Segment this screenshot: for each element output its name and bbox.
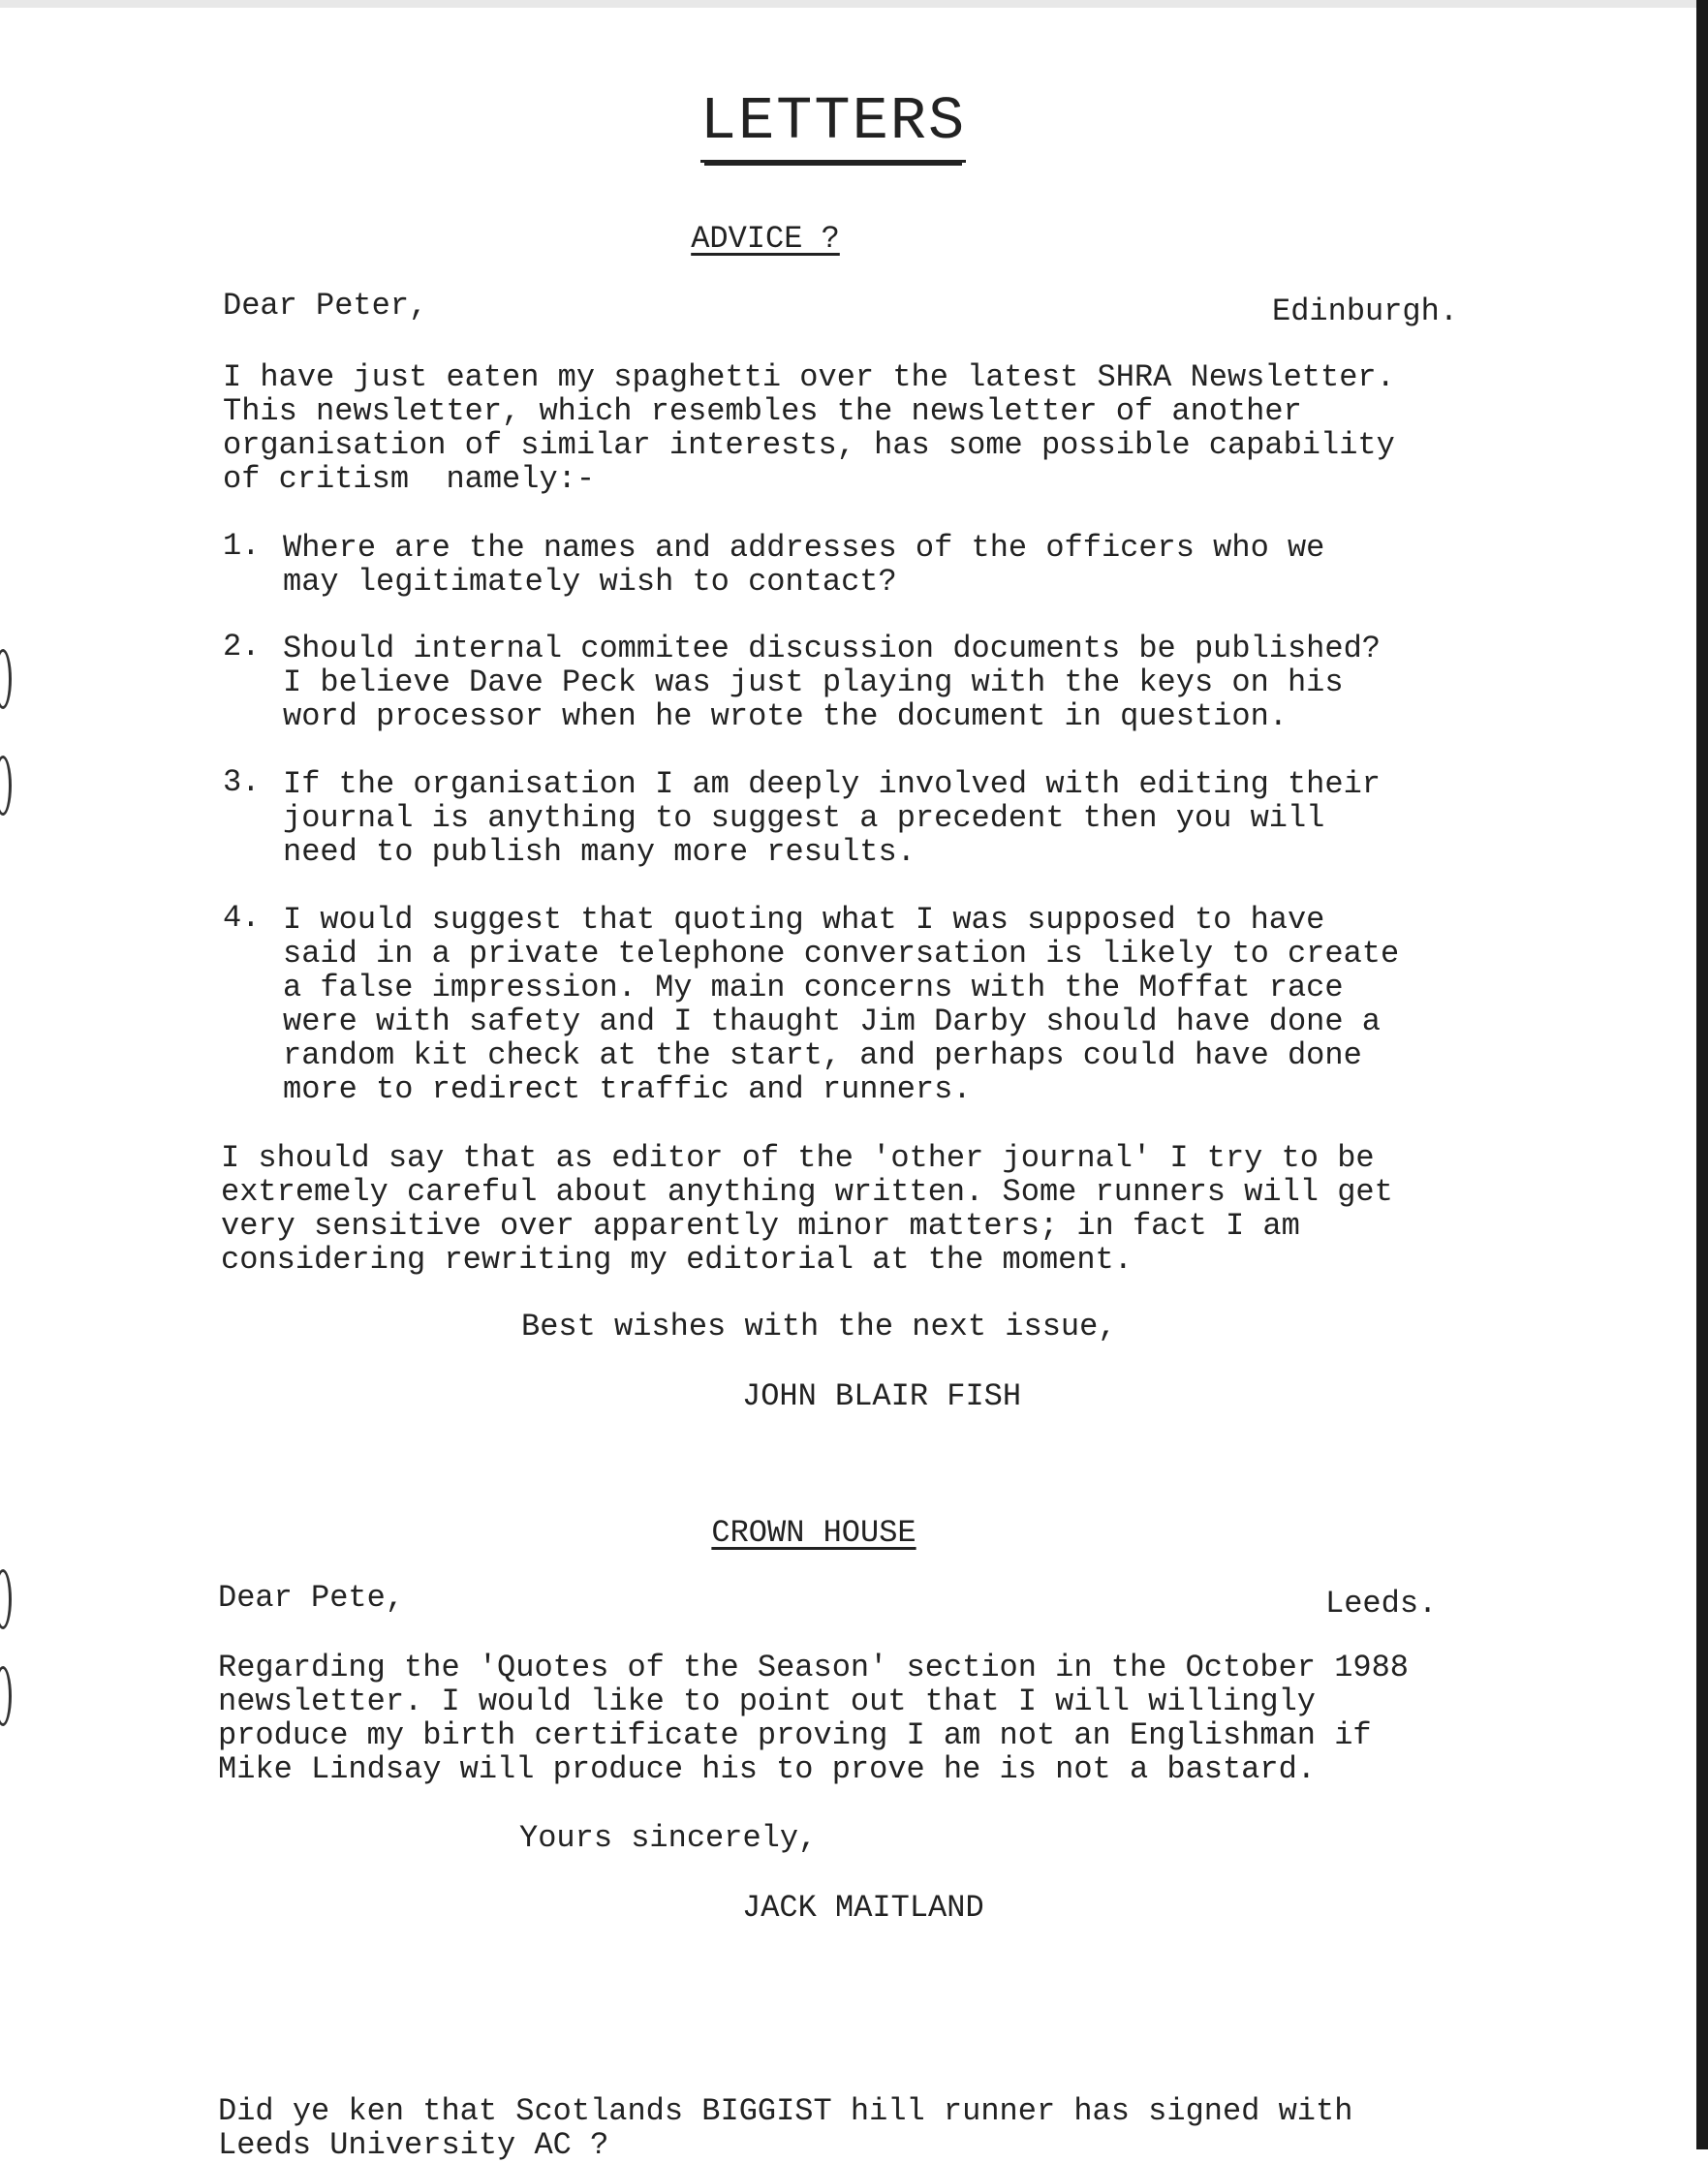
page-top-edge xyxy=(0,0,1708,8)
letter1-closing-paragraph: I should say that as editor of the 'other journal' I try to be extremely careful about anything written. Some runners will get very sensitive over apparently minor matters; in fact I am considering rewriting my editorial at the moment. xyxy=(221,1140,1393,1278)
letter1-signature: JOHN BLAIR FISH xyxy=(742,1378,1022,1414)
letter1-intro: I have just eaten my spaghetti over the latest SHRA Newsletter. This newsletter, which resembles the newsletter of another organisation of similar interests, has some possible capability of critism namely:- xyxy=(223,359,1395,497)
point-text: Where are the names and addresses of the officers who we may legitimately wish to contact? xyxy=(283,530,1325,600)
letter1-heading-text: ADVICE ? xyxy=(691,221,840,257)
letter1-salutation: Dear Peter, xyxy=(223,288,428,324)
point-number: 4. xyxy=(223,900,261,936)
letter2-place: Leeds. xyxy=(1325,1586,1438,1622)
letter2-signoff: Yours sincerely, xyxy=(519,1820,818,1856)
letter2-signature: JACK MAITLAND xyxy=(742,1890,984,1926)
point-text: If the organisation I am deeply involved with editing their journal is anything to suggest a precedent then you will need to publish many more results. xyxy=(283,766,1381,870)
punch-hole xyxy=(0,649,12,709)
page-right-edge xyxy=(1696,0,1708,2149)
letter1-signoff: Best wishes with the next issue, xyxy=(521,1309,1117,1344)
punch-hole xyxy=(0,1666,12,1726)
footer-note: Did ye ken that Scotlands BIGGIST hill runner has signed with Leeds University AC ? xyxy=(218,2093,1353,2163)
point-number: 1. xyxy=(223,528,261,564)
letter1-heading xyxy=(0,221,1531,257)
point-text: Should internal commitee discussion documents be published? I believe Dave Peck was just playing with the keys on his word processor when he wrote the document in question. xyxy=(283,631,1381,734)
point-number: 3. xyxy=(223,764,261,800)
letter1-place: Edinburgh. xyxy=(1272,294,1459,329)
point-text: I would suggest that quoting what I was supposed to have said in a private telephone conversation is likely to create a false impression. My main concerns with the Moffat race were with safety and I thaught Jim Darby should have done a random kit check at the start, and perhaps could have done more to redirect traffic and runners. xyxy=(283,902,1400,1107)
letter2-body: Regarding the 'Quotes of the Season' section in the October 1988 newsletter. I would like to point out that I will willingly produce my birth certificate proving I am not an Englishman if Mike Lindsay will produce his to prove he is not a bastard. xyxy=(218,1650,1409,1787)
punch-hole xyxy=(0,756,12,816)
point-number: 2. xyxy=(223,629,261,664)
page-title xyxy=(0,87,1666,156)
punch-hole xyxy=(0,1569,12,1629)
letter2-heading-text: CROWN HOUSE xyxy=(711,1515,916,1551)
letter2-salutation: Dear Pete, xyxy=(218,1580,405,1616)
page-title-text: LETTERS xyxy=(700,87,966,163)
letter2-heading xyxy=(0,1515,1628,1551)
